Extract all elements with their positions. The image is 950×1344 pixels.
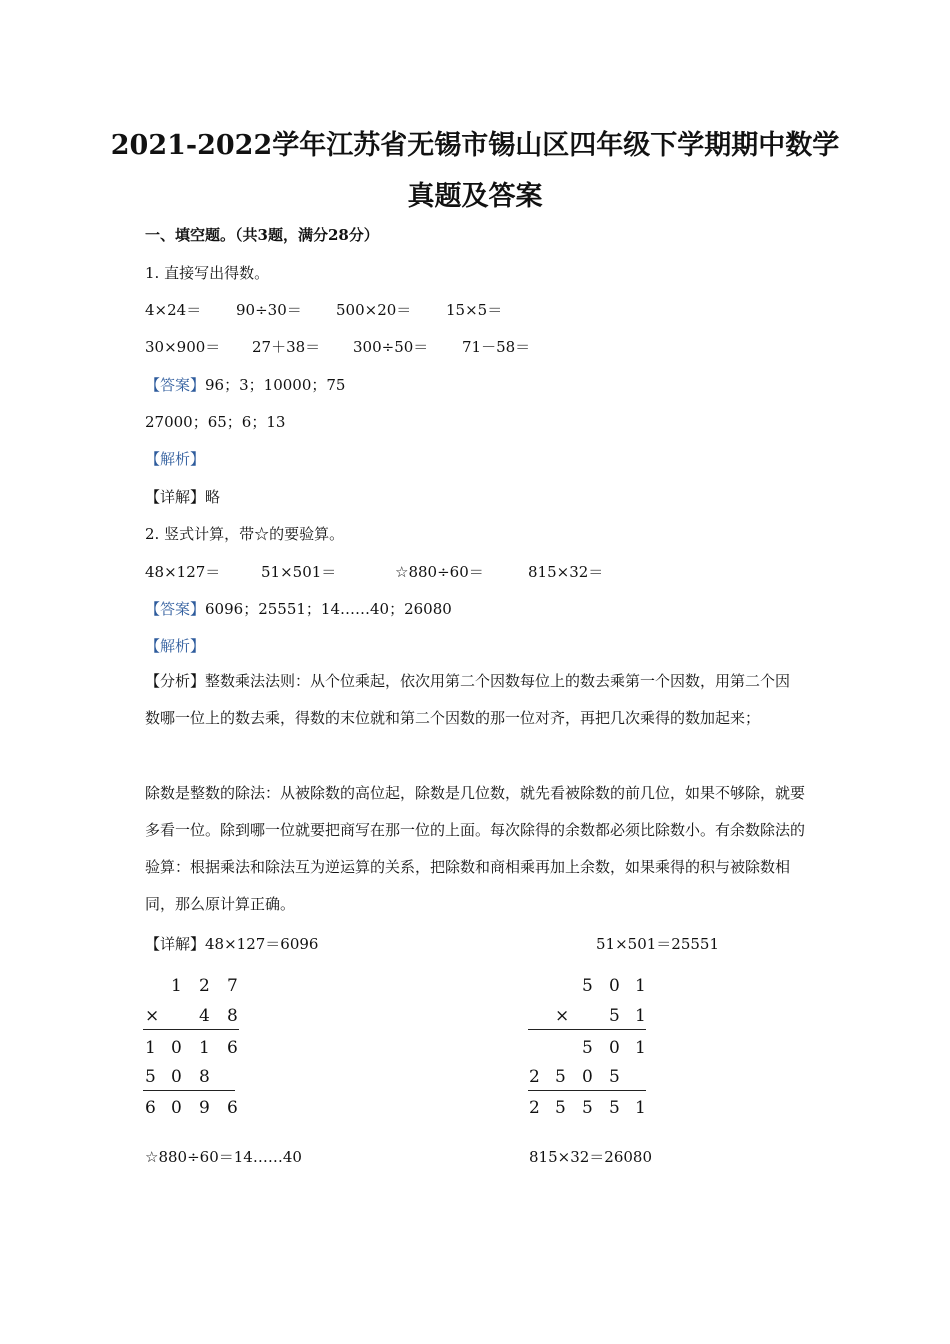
answer-text: 6096；25551；14……40；26080 [205,600,452,618]
digit: 6 [227,1098,238,1118]
detail-eq1: 48×127＝6096 [205,935,319,953]
digit: 5 [582,976,593,996]
digit: 2 [529,1098,540,1118]
digit: 1 [635,1038,646,1058]
answer-tag: 【答案】 [145,600,206,618]
digit: 0 [171,1067,182,1087]
detail-text: 略 [205,488,221,506]
document-title-line2: 真题及答案 [407,181,543,212]
digit: 8 [227,1006,238,1026]
detail-tag: 【详解】 [145,488,206,506]
q1-detail [145,486,220,507]
digit: 5 [582,1038,593,1058]
digit: 4 [199,1006,210,1026]
digit: 0 [171,1038,182,1058]
digit: 8 [199,1067,210,1087]
digit: 2 [529,1067,540,1087]
q1-item: 71－58＝ [462,338,531,356]
digit: 6 [227,1038,238,1058]
digit: 1 [635,1006,646,1026]
detail-tag: 【详解】 [145,935,206,953]
q1-answer-line2: 27000；65；6；13 [145,413,286,431]
digit: 1 [171,976,182,996]
digit: 1 [635,976,646,996]
digit: 0 [171,1098,182,1118]
digit: 5 [555,1098,566,1118]
q1-answer [145,374,345,395]
document-title-line1: 2021-2022学年江苏省无锡市锡山区四年级下学期期中数学 [110,130,840,161]
digit: 2 [199,976,210,996]
q2-prompt: 2. 竖式计算，带☆的要验算。 [145,525,345,543]
q1-item: 30×900＝ [145,338,221,356]
fenxi-tag: 【分析】 [145,672,206,690]
digit: 5 [582,1098,593,1118]
q2-problem: 815×32＝ [528,563,604,581]
detail-eq4: 815×32＝26080 [529,1148,653,1166]
digit: 0 [609,976,620,996]
digit: 5 [145,1067,156,1087]
digit: 5 [609,1006,620,1026]
digit: 0 [609,1038,620,1058]
rule-line [143,1029,239,1030]
q2-fenxi-paragraph [145,663,805,737]
section-heading: 一、填空题。（共3题，满分28分） [145,226,379,244]
detail-eq2: 51×501＝25551 [596,935,720,953]
q2-detail-line [145,933,318,954]
q1-item: 300÷50＝ [353,338,429,356]
q2-division-paragraph: 除数是整数的除法：从被除数的高位起，除数是几位数，就先看被除数的前几位，如果不够除，就要多看一位。除到哪一位就要把商写在那一位的上面。每次除得的余数都必须比除数小。有余数除法的验算：根据乘法和除法互为逆运算的关系，把除数和商相乘再加上余数，如果乘得的积与被除数相同，那么原计算正确。 [145,784,806,913]
digit: 9 [199,1098,210,1118]
q1-item: 90÷30＝ [236,301,302,319]
answer-tag: 【答案】 [145,376,206,394]
q1-item: 27＋38＝ [252,338,321,356]
times-sign: × [555,1006,570,1026]
q1-item: 15×5＝ [446,301,503,319]
rule-line [528,1090,646,1091]
digit: 1 [145,1038,156,1058]
detail-eq3: ☆880÷60＝14……40 [145,1148,302,1166]
digit: 1 [635,1098,646,1118]
fenxi-text: 整数乘法法则：从个位乘起，依次用第二个因数每位上的数去乘第一个因数，用第二个因数哪一位上的数去乘，得数的末位就和第二个因数的那一位对齐，再把几次乘得的数加起来； [145,672,791,727]
digit: 0 [582,1067,593,1087]
digit: 7 [227,976,238,996]
digit: 5 [555,1067,566,1087]
rule-line [143,1090,235,1091]
q2-problem: ☆880÷60＝ [395,563,484,581]
q1-item: 4×24＝ [145,301,202,319]
rule-line [528,1029,646,1030]
q1-item: 500×20＝ [336,301,412,319]
answer-text: 96；3；10000；75 [205,376,346,394]
times-sign: × [145,1006,160,1026]
q2-analysis-tag: 【解析】 [145,637,206,655]
digit: 5 [609,1067,620,1087]
digit: 1 [199,1038,210,1058]
q1-prompt: 1. 直接写出得数。 [145,264,270,282]
q2-problem: 51×501＝ [261,563,337,581]
q2-problem: 48×127＝ [145,563,221,581]
digit: 6 [145,1098,156,1118]
q2-answer [145,598,452,619]
digit: 5 [609,1098,620,1118]
q1-analysis-tag: 【解析】 [145,450,206,468]
